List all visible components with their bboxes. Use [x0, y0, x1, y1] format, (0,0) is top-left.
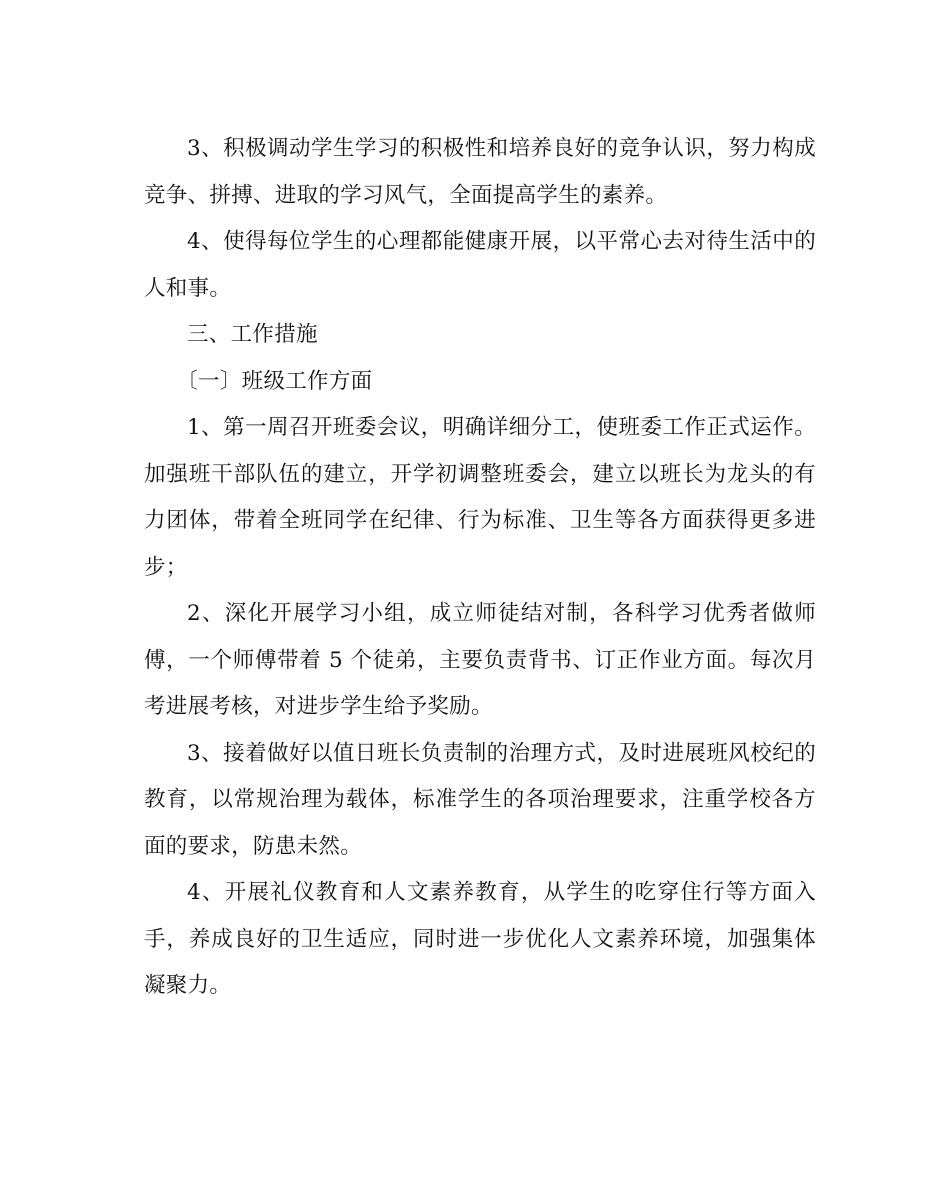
paragraph-measure-1: 1、第一周召开班委会议，明确详细分工，使班委工作正式运作。加强班干部队伍的建立，开学初调整班委会，建立以班长为龙头的有力团体，带着全班同学在纪律、行为标准、卫生等各方面获得更多进步；: [144, 415, 816, 580]
paragraph-measure-4: 4、开展礼仪教育和人文素养教育，从学生的吃穿住行等方面入手，养成良好的卫生适应，同时进一步优化人文素养环境，加强集体凝聚力。: [144, 880, 816, 998]
subsection-heading-class-work: 〔一〕班级工作方面: [176, 368, 373, 394]
paragraph-measure-3: 3、接着做好以值日班长负责制的治理方式，及时进展班风校纪的教育，以常规治理为载体，标准学生的各项治理要求，注重学校各方面的要求，防患未然。: [144, 740, 816, 859]
document-body: [144, 126, 816, 1010]
paragraph-goal-3: 3、积极调动学生学习的积极性和培养良好的竞争认识，努力构成竞争、拼搏、进取的学习风气，全面提高学生的素养。: [144, 136, 816, 208]
paragraph-measure-2: 2、深化开展学习小组，成立师徒结对制，各科学习优秀者做师傅，一个师傅带着 5 个徒弟，主要负责背书、订正作业方面。每次月考进展考核，对进步学生给予奖励。: [144, 601, 816, 719]
paragraph-goal-4: 4、使得每位学生的心理都能健康开展，以平常心去对待生活中的人和事。: [144, 229, 816, 301]
section-heading-work-measures: 三、工作措施: [187, 322, 318, 347]
